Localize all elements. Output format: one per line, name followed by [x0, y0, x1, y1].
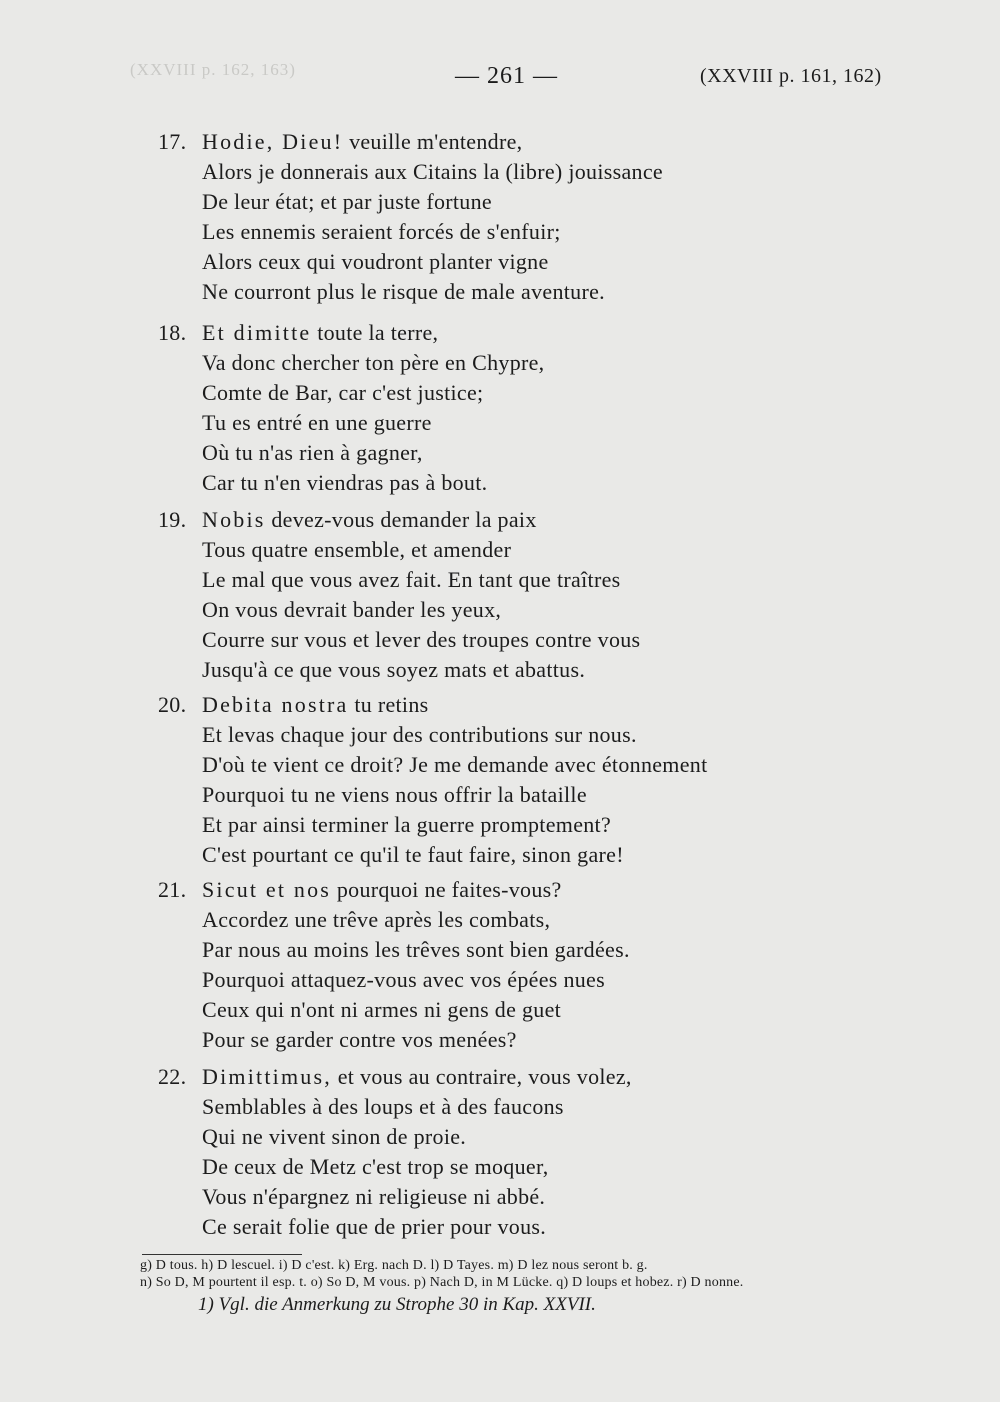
page-number: — 261 —	[455, 63, 558, 89]
stanza-line: Pourquoi attaquez-vous avec vos épées nues	[202, 967, 605, 992]
latin-incipit: Hodie, Dieu!	[202, 129, 344, 154]
stanza-line: De leur état; et par juste fortune	[202, 189, 492, 214]
latin-incipit: Debita nostra	[202, 692, 349, 717]
stanza-line: C'est pourtant ce qu'il te faut faire, sinon gare!	[202, 842, 624, 867]
stanza-line: Et levas chaque jour des contributions sur nous.	[202, 722, 637, 747]
stanza-line	[158, 318, 858, 348]
line-text: devez-vous demander la paix	[265, 507, 537, 532]
stanza-line: Accordez une trêve après les combats,	[202, 907, 551, 932]
stanza-line: Tous quatre ensemble, et amender	[202, 537, 512, 562]
stanza-19	[158, 505, 858, 685]
stanza-line: Car tu n'en viendras pas à bout.	[202, 470, 488, 495]
footnote-line-1: g) D tous. h) D lescuel. i) D c'est. k) Erg. nach D. l) D Tayes. m) D lez nous seront b. g.	[140, 1258, 648, 1273]
latin-incipit: Nobis	[202, 507, 266, 532]
stanza-line: Par nous au moins les trêves sont bien gardées.	[202, 937, 630, 962]
stanza-line: D'où te vient ce droit? Je me demande avec étonnement	[202, 752, 708, 777]
footnote-divider	[142, 1254, 302, 1255]
stanza-line: Pour se garder contre vos menées?	[202, 1027, 517, 1052]
stanza-line: Alors je donnerais aux Citains la (libre) jouissance	[202, 159, 663, 184]
stanza-line: Vous n'épargnez ni religieuse ni abbé.	[202, 1184, 546, 1209]
stanza-20	[158, 690, 858, 870]
stanza-line: Les ennemis seraient forcés de s'enfuir;	[202, 219, 561, 244]
stanza-line: Ne courront plus le risque de male aventure.	[202, 279, 605, 304]
line-text: veuille m'entendre,	[343, 129, 523, 154]
stanza-line: Pourquoi tu ne viens nous offrir la bataille	[202, 782, 587, 807]
stanza-line: De ceux de Metz c'est trop se moquer,	[202, 1154, 549, 1179]
stanza-number: 17.	[158, 129, 187, 154]
stanza-line	[158, 875, 858, 905]
stanza-number: 18.	[158, 320, 187, 345]
line-text: pourquoi ne faites-vous?	[331, 877, 562, 902]
bleed-through-text: (XXVIII p. 162, 163)	[130, 60, 296, 79]
stanza-number: 22.	[158, 1064, 187, 1089]
line-text: et vous au contraire, vous volez,	[331, 1064, 632, 1089]
stanza-line	[158, 690, 858, 720]
footnote-line-2: n) So D, M pourtent il esp. t. o) So D, M vous. p) Nach D, in M Lücke. q) D loups et hobez. r) D nonne.	[140, 1275, 744, 1290]
stanza-line	[158, 1062, 858, 1092]
stanza-line: Ceux qui n'ont ni armes ni gens de guet	[202, 997, 562, 1022]
stanza-18	[158, 318, 858, 498]
stanza-number: 19.	[158, 507, 187, 532]
stanza-line: Qui ne vivent sinon de proie.	[202, 1124, 467, 1149]
stanza-line: Ce serait folie que de prier pour vous.	[202, 1214, 547, 1239]
line-text: tu retins	[348, 692, 429, 717]
stanza-line: Jusqu'à ce que vous soyez mats et abattus.	[202, 657, 586, 682]
stanza-line: Comte de Bar, car c'est justice;	[202, 380, 484, 405]
stanza-line: Semblables à des loups et à des faucons	[202, 1094, 564, 1119]
page-reference: (XXVIII p. 161, 162)	[700, 65, 882, 87]
latin-incipit: Sicut et nos	[202, 877, 332, 902]
stanza-line	[158, 127, 858, 157]
stanza-number: 20.	[158, 692, 187, 717]
footnote-note: 1) Vgl. die Anmerkung zu Strophe 30 in Kap. XXVII.	[198, 1294, 596, 1315]
stanza-line: Tu es entré en une guerre	[202, 410, 432, 435]
stanza-22	[158, 1062, 858, 1242]
stanza-21	[158, 875, 858, 1055]
stanza-17	[158, 127, 858, 307]
stanza-line: Courre sur vous et lever des troupes contre vous	[202, 627, 641, 652]
stanza-line: On vous devrait bander les yeux,	[202, 597, 502, 622]
latin-incipit: Et dimitte	[202, 320, 312, 345]
stanza-line: Où tu n'as rien à gagner,	[202, 440, 423, 465]
stanza-line	[158, 505, 858, 535]
line-text: toute la terre,	[311, 320, 439, 345]
stanza-line: Le mal que vous avez fait. En tant que traîtres	[202, 567, 621, 592]
latin-incipit: Dimittimus,	[202, 1064, 332, 1089]
stanza-line: Alors ceux qui voudront planter vigne	[202, 249, 549, 274]
stanza-line: Et par ainsi terminer la guerre promptement?	[202, 812, 612, 837]
stanza-line: Va donc chercher ton père en Chypre,	[202, 350, 545, 375]
stanza-number: 21.	[158, 877, 187, 902]
